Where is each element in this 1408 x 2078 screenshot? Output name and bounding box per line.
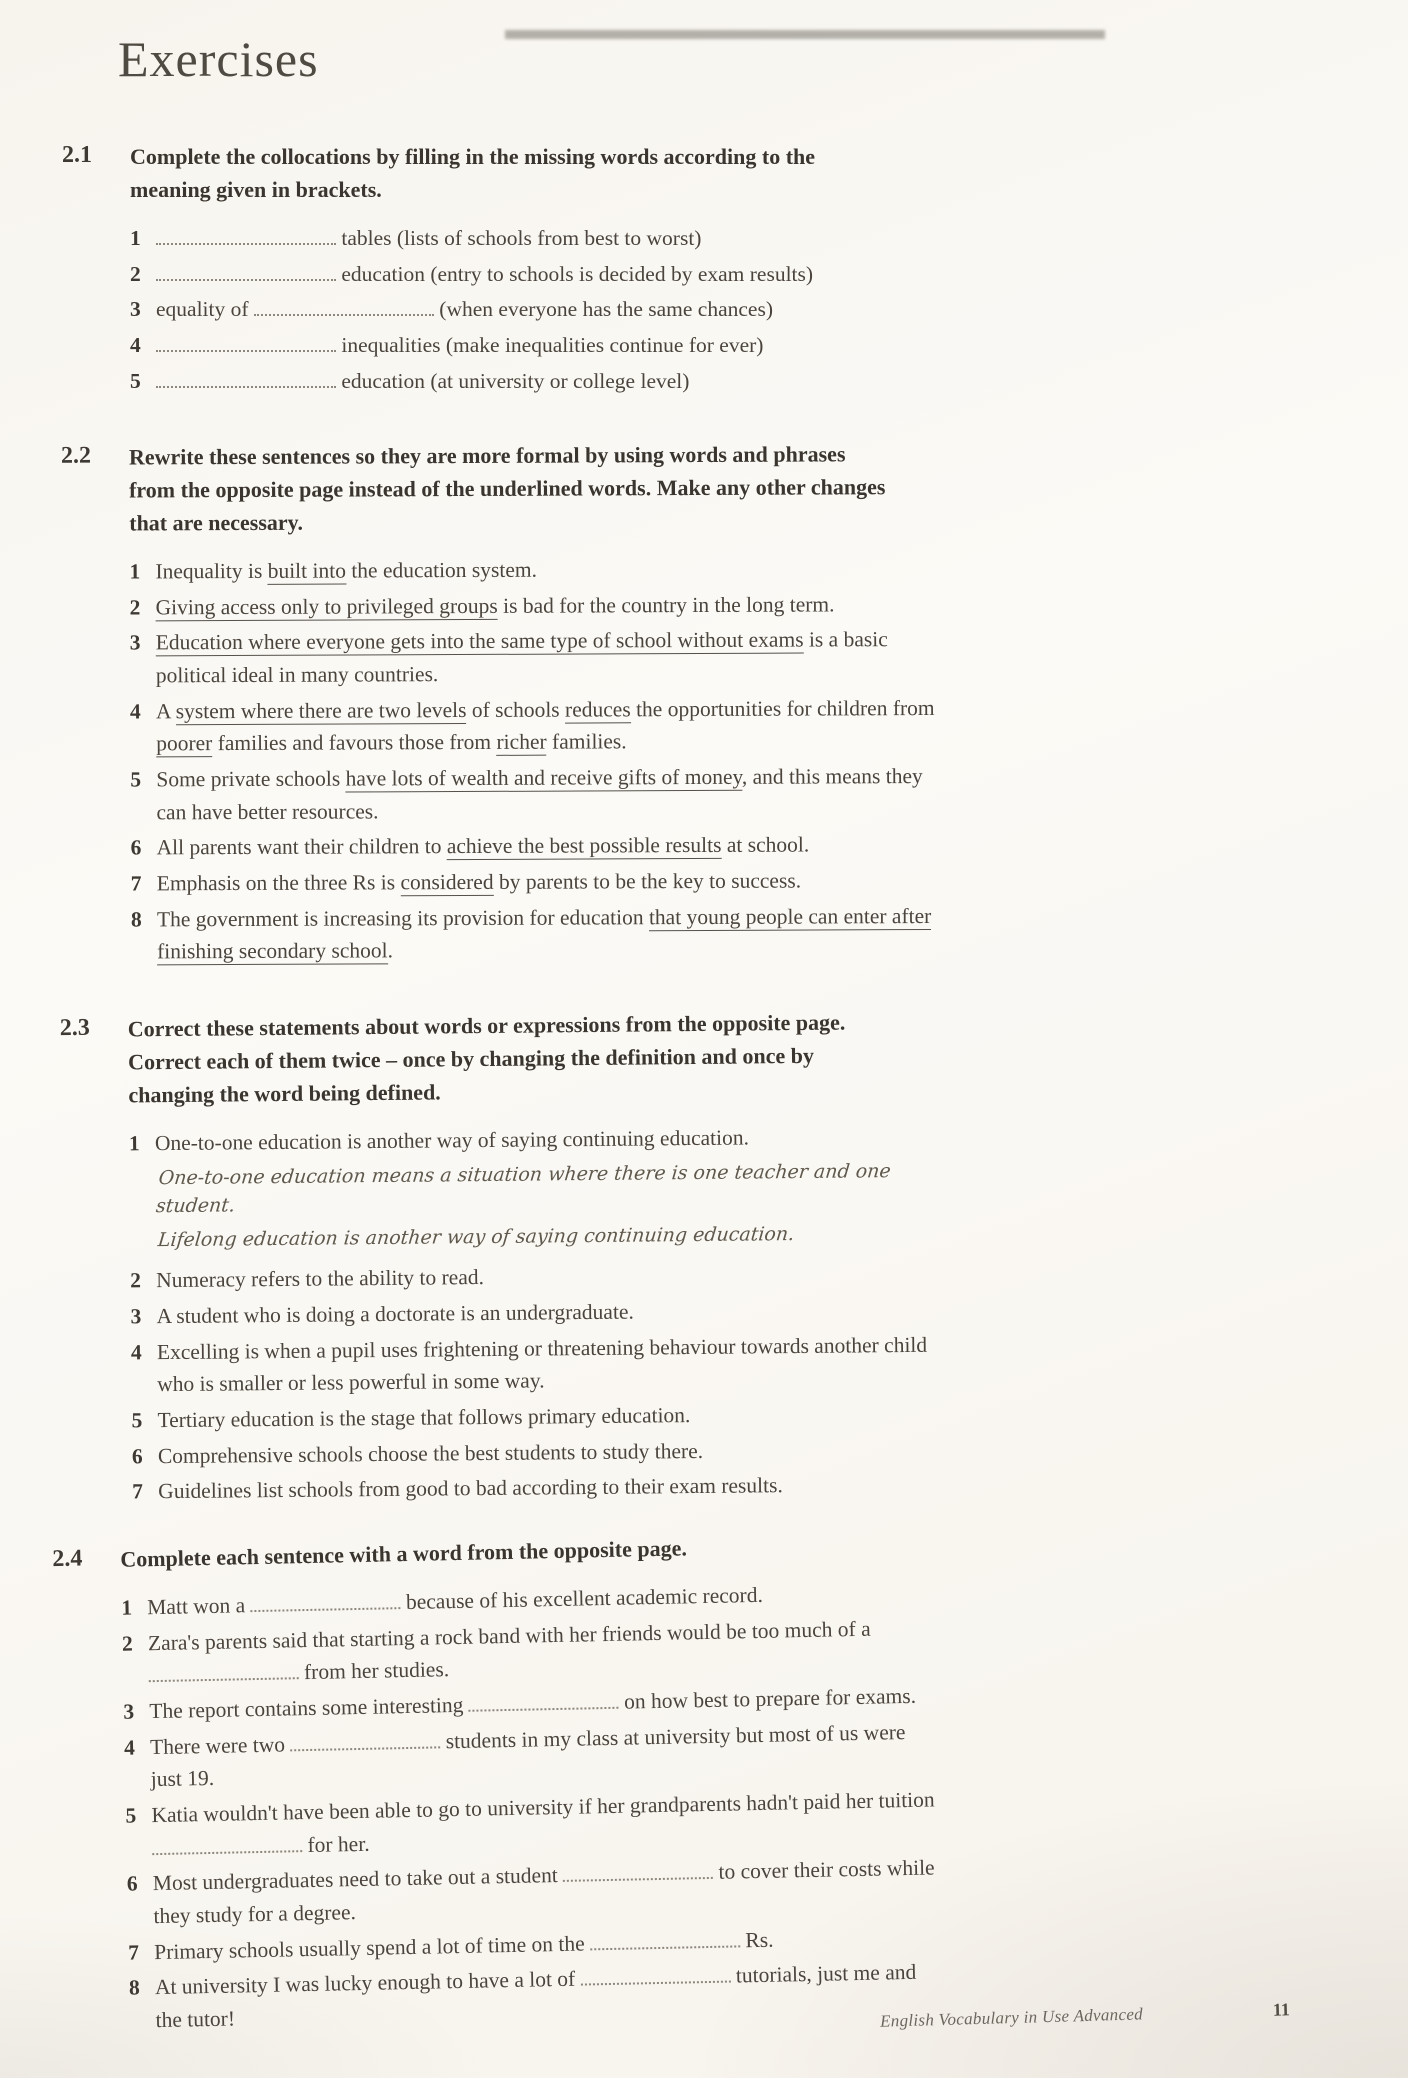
item-text	[158, 1470, 783, 1509]
text-run: education (at university or college level)	[336, 368, 690, 393]
text-run: .	[387, 939, 394, 964]
item-number: 4	[123, 1735, 136, 1760]
exercise-item	[130, 258, 942, 291]
text-run: At university I was lucky enough to have a lot of	[154, 1967, 581, 2000]
exercise-item	[131, 900, 943, 969]
text-run: tables (lists of schools from best to worst)	[336, 226, 702, 250]
text-run: Tertiary education is the stage that follows primary education.	[157, 1403, 691, 1433]
answer-blank	[580, 1963, 730, 1986]
item-text	[148, 1612, 935, 1693]
text-run: at school.	[721, 833, 810, 858]
underlined-phrase: reduces	[564, 697, 631, 722]
item-text	[157, 865, 801, 900]
item-number: 1	[121, 1595, 133, 1621]
item-number: 5	[125, 1803, 137, 1829]
text-run: from her studies.	[298, 1657, 450, 1685]
exercise-items	[121, 1576, 942, 2038]
sections-container	[0, 140, 1408, 2042]
exercise-item	[130, 1293, 942, 1333]
item-number: 6	[131, 1444, 143, 1469]
answer-blank	[290, 1728, 440, 1751]
item-text	[151, 1784, 938, 1865]
answer-blank	[590, 1927, 740, 1950]
item-text	[157, 900, 943, 969]
underlined-phrase: built into	[267, 558, 346, 584]
answer-blank	[254, 296, 434, 316]
item-text	[156, 329, 763, 362]
text-run: Zara's parents said that starting a rock band with her friends would be too much of a	[147, 1616, 871, 1656]
answer-blank	[156, 367, 336, 387]
item-number: 6	[126, 1872, 138, 1897]
text-run: is a basic political ideal in many countries.	[155, 627, 888, 688]
item-number: 3	[129, 631, 141, 656]
text-run: The government is increasing its provision for education	[156, 905, 649, 932]
exercise-section-2.3	[60, 1001, 1331, 1512]
item-text	[153, 1852, 940, 1933]
item-text	[155, 1120, 942, 1262]
exercise-item	[132, 1433, 944, 1473]
text-run: for her.	[301, 1831, 370, 1858]
item-number: 8	[130, 907, 142, 932]
item-number: 7	[130, 871, 142, 896]
underlined-phrase: system where there are two levels	[175, 698, 467, 724]
section-number: 2.2	[60, 442, 91, 470]
text-run: (when everyone has the same chances)	[433, 297, 773, 322]
text-run: Guidelines list schools from good to bad according to their exam results.	[158, 1473, 783, 1504]
item-text	[156, 258, 813, 291]
text-run: equality of	[156, 297, 254, 322]
exercise-section-2.2	[61, 436, 1329, 973]
section-number: 2.3	[59, 1015, 90, 1042]
text-run: education (entry to schools is decided by exam results)	[336, 261, 814, 286]
text-run: the education system.	[345, 558, 538, 583]
underlined-phrase: Giving access only to privileged groups	[155, 593, 498, 620]
exercise-item	[129, 1956, 942, 2038]
text-run: by parents to be the key to success.	[493, 868, 802, 895]
section-number: 2.4	[52, 1545, 83, 1573]
handwritten-answer: One-to-one education means a situation where there is one teacher and one student.	[155, 1160, 892, 1217]
underlined-phrase: poorer	[156, 731, 213, 757]
scan-edge-artifact	[505, 30, 1105, 39]
text-run: Rs.	[739, 1927, 774, 1953]
exercise-item	[130, 624, 942, 693]
text-run: Excelling is when a pupil uses frightening or threatening behaviour towards another child who is smaller or less powerful in some way.	[156, 1332, 928, 1397]
underlined-phrase: achieve the best possible results	[446, 833, 722, 859]
answer-blank	[156, 225, 336, 245]
answer-blank	[152, 1832, 302, 1855]
page-number: 11	[1272, 1999, 1291, 2020]
item-number: 2	[129, 595, 141, 620]
item-text	[157, 829, 810, 865]
section-instruction: Correct these statements about words or expressions from the opposite page. Correct each of them twice – once by changing the definition and once by changing the word being defined.	[127, 1009, 846, 1108]
item-number: 3	[130, 1304, 142, 1329]
text-run: Katia wouldn't have been able to go to university if her grandparents hadn't paid her tuition	[151, 1787, 935, 1828]
section-instruction: Complete the collocations by filling in the missing words according to the meaning given in brackets.	[130, 144, 816, 202]
exercise-section-2.4	[52, 1519, 1328, 2042]
item-number: 2	[130, 261, 141, 286]
section-number: 2.1	[62, 142, 92, 168]
text-run: One-to-one education is another way of saying continuing education.	[154, 1125, 750, 1156]
exercise-item	[130, 1257, 942, 1297]
text-run: is bad for the country in the long term.	[497, 592, 835, 618]
item-text	[156, 365, 689, 398]
text-run: Primary schools usually spend a lot of time on the	[153, 1931, 591, 1965]
underlined-phrase: have lots of wealth and receive gifts of money	[345, 765, 742, 791]
exercise-items	[129, 552, 943, 969]
exercise-item	[132, 1468, 944, 1508]
exercise-item	[131, 864, 943, 900]
text-run: to cover their costs while they study for a degree.	[153, 1856, 935, 1929]
text-run: Some private schools	[156, 766, 346, 792]
exercise-item	[130, 760, 942, 829]
item-text	[157, 1399, 690, 1437]
exercise-item	[131, 829, 943, 865]
item-number: 3	[130, 297, 141, 322]
item-number: 8	[128, 1976, 140, 2001]
exercise-items	[130, 222, 942, 397]
text-run: A student who is doing a doctorate is an undergraduate.	[156, 1299, 634, 1329]
text-run: families and favours those from	[212, 730, 497, 756]
item-text	[155, 1956, 942, 2037]
text-run: , and this means they can have better resources.	[156, 764, 923, 825]
item-number: 4	[130, 333, 141, 358]
exercise-item	[130, 692, 942, 761]
text-run: tutorials, just me and the tutor!	[155, 1960, 917, 2033]
item-number: 5	[130, 767, 142, 792]
page-title: Exercises	[118, 31, 319, 87]
exercise-item	[129, 552, 941, 588]
answer-blank	[148, 1660, 298, 1683]
book-title: English Vocabulary in Use Advanced	[879, 2004, 1144, 2031]
item-number: 1	[128, 1131, 140, 1156]
text-run: Emphasis on the three Rs is	[156, 870, 401, 896]
text-run: because of his excellent academic record.	[400, 1583, 764, 1615]
answer-blank	[156, 260, 336, 280]
exercise-item	[129, 1120, 942, 1262]
text-run: inequalities (make inequalities continue for ever)	[336, 333, 764, 358]
item-number: 5	[130, 368, 141, 393]
section-body	[130, 140, 942, 400]
item-number: 1	[129, 559, 141, 584]
answer-blank	[563, 1859, 713, 1882]
item-text	[157, 1329, 944, 1402]
item-text	[156, 760, 942, 829]
underlined-phrase: considered	[400, 870, 494, 895]
page	[0, 30, 1408, 2078]
item-number: 6	[130, 836, 142, 861]
item-text	[156, 1296, 634, 1333]
text-run: the opportunities for children from	[630, 696, 935, 722]
text-run: All parents want their children to	[156, 834, 447, 861]
answer-blank	[250, 1589, 400, 1612]
text-run: on how best to prepare for exams.	[618, 1684, 917, 1715]
text-run: of schools	[466, 697, 566, 723]
exercise-item	[130, 588, 942, 624]
text-run: Matt won a	[147, 1593, 251, 1620]
underlined-phrase: Education where everyone gets into the same type of school without exams	[155, 628, 804, 656]
answer-blank	[468, 1689, 618, 1712]
section-body	[129, 437, 943, 972]
section-body	[120, 1527, 942, 2041]
exercise-item	[130, 293, 942, 326]
item-text	[156, 293, 773, 326]
text-run: Inequality is	[155, 559, 268, 584]
exercise-section-2.1	[62, 140, 1328, 400]
section-body	[128, 1005, 945, 1512]
item-text	[156, 222, 701, 255]
underlined-phrase: richer	[496, 730, 547, 755]
item-text	[155, 554, 537, 588]
text-run: Comprehensive schools choose the best students to study there.	[157, 1439, 704, 1469]
item-number: 3	[123, 1699, 135, 1725]
item-number: 7	[132, 1480, 144, 1505]
answer-blank	[156, 332, 336, 352]
item-number: 1	[130, 226, 141, 250]
section-instruction: Complete each sentence with a word from the opposite page.	[120, 1535, 688, 1573]
section-instruction: Rewrite these sentences so they are more formal by using words and phrases from the opposite page instead of the underlined words. Make any other changes that are necessary.	[128, 441, 886, 536]
exercise-item	[130, 329, 942, 362]
text-run: The report contains some interesting	[149, 1693, 469, 1724]
exercise-item	[131, 1397, 943, 1437]
item-text	[158, 1435, 703, 1473]
item-number: 4	[129, 699, 141, 724]
item-number: 5	[131, 1408, 143, 1433]
text-run: families.	[546, 730, 627, 755]
text-run: students in my class at university but most of us were just 19.	[150, 1720, 906, 1792]
underlined-phrase: that young people can enter after finishing secondary school	[157, 904, 932, 965]
exercise-item	[130, 222, 942, 255]
text-run: A	[155, 699, 176, 724]
item-text	[156, 1262, 484, 1298]
handwritten-answer: Lifelong education is another way of saying continuing education.	[156, 1223, 796, 1252]
text-run: Numeracy refers to the ability to read.	[156, 1265, 485, 1293]
exercise-item	[131, 1329, 944, 1402]
item-text	[156, 624, 942, 693]
item-text	[156, 588, 835, 624]
item-text	[156, 692, 942, 761]
item-number: 2	[130, 1269, 142, 1294]
exercise-items	[129, 1120, 945, 1509]
item-number: 7	[127, 1940, 140, 1965]
text-run: There were two	[149, 1732, 291, 1760]
item-text	[150, 1716, 937, 1797]
text-run: Most undergraduates need to take out a student	[152, 1863, 564, 1896]
item-number: 4	[130, 1340, 142, 1365]
exercise-item	[130, 365, 942, 398]
item-number: 2	[121, 1631, 134, 1656]
